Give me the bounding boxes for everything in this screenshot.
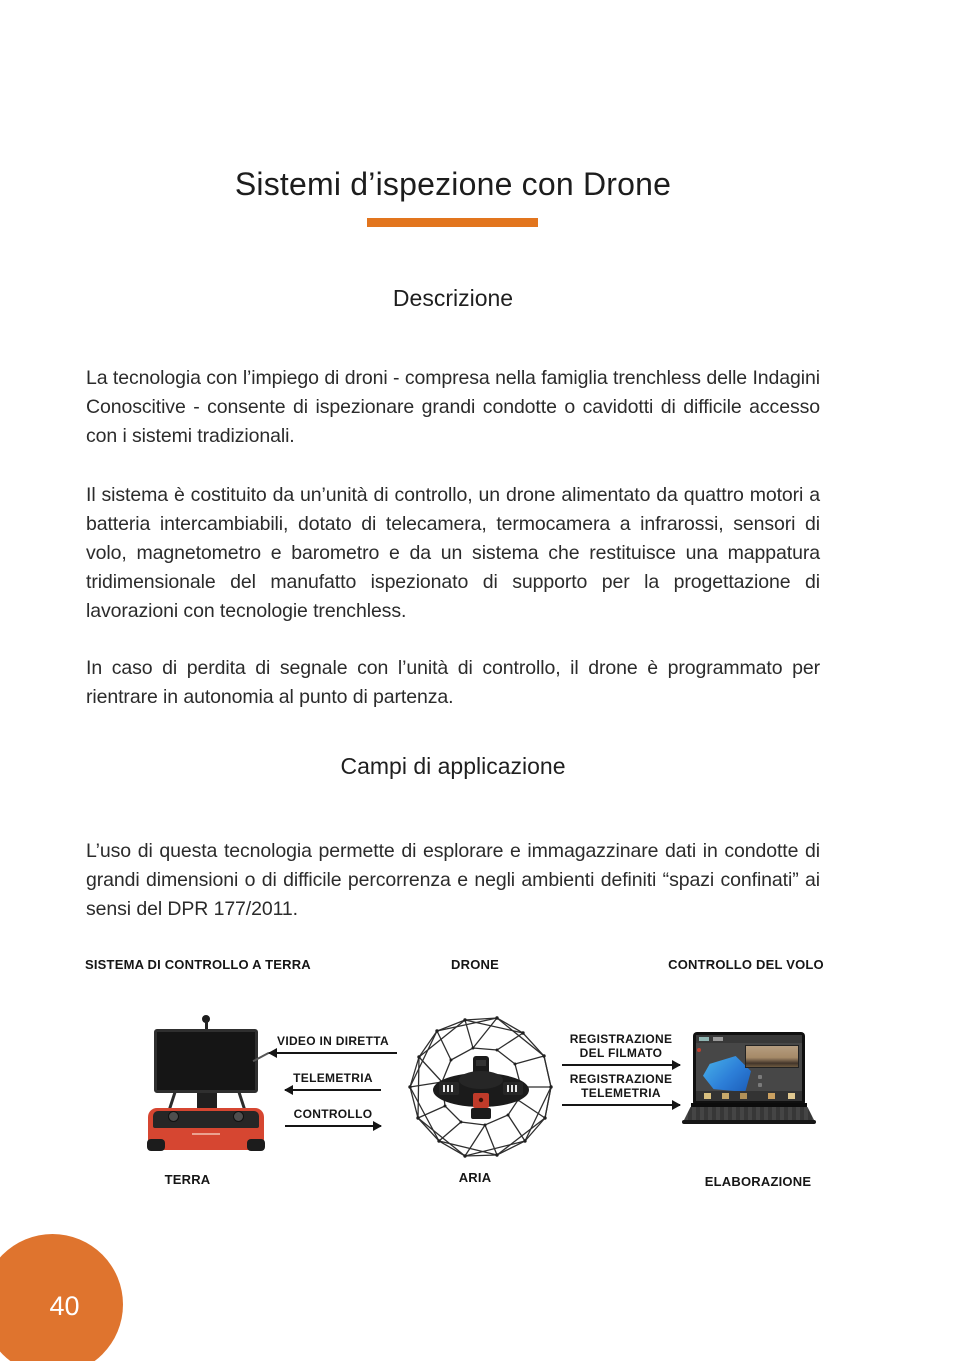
diagram-footer-terra: TERRA [164,1172,211,1187]
paragraph: Il sistema è costituito da un’unità di controllo, un drone alimentato da quattro motori a batteria intercambiabili, dotato di telecamera, termocamera a infrarossi, sensori di volo, magnetometro e barometro e da un sistema che restituisce una mappatura tridimensionale del manufatto ispezionato di supporto per la progettazione di lavorazioni con tecnologie trenchless. [86,483,820,622]
drone-to-laptop-arrows [560,1032,682,1106]
section-heading-descrizione: Descrizione [392,285,514,311]
diagram-header-drone: DRONE [451,957,499,972]
tablet-screen [154,1029,258,1093]
arrow-video-in-diretta: VIDEO IN DIRETTA [269,1034,397,1054]
page-number-badge [0,1234,123,1361]
page-number: 40 [49,1291,80,1321]
ground-control-station-image [148,1016,266,1150]
remote-controller [148,1108,264,1150]
thumbnail-strip [696,1091,802,1101]
paragraph: In caso di perdita di segnale con l’unità di controllo, il drone è programmato per rientrare in autonomia al punto di partenza. [86,656,820,708]
arrow-registrazione-telemetria: REGISTRAZIONE TELEMETRIA [562,1072,680,1106]
arrow-controllo: CONTROLLO [285,1107,381,1127]
3d-model-view [703,1056,751,1092]
laptop-keyboard [684,1107,814,1120]
caged-drone-image [405,1012,557,1162]
arrow-telemetria: TELEMETRIA [285,1071,381,1091]
drone-body [433,1056,529,1119]
diagram-header-ground-system: SISTEMA DI CONTROLLO A TERRA [85,957,311,972]
arrow-registrazione-filmato: REGISTRAZIONE DEL FILMATO [562,1032,680,1066]
joystick-left [168,1111,179,1122]
section-heading-campi: Campi di applicazione [340,753,566,779]
paragraph: L’uso di questa tecnologia permette di esplorare e immagazzinare dati in condotte di grandi dimensioni o di difficile percorrenza e negli ambienti definiti “spazi confinati” ai sensi del DPR 177/2011. [86,839,820,920]
diagram-header-flight-control: CONTROLLO DEL VOLO [668,957,824,972]
laptop-screen [693,1032,805,1104]
joystick-right [233,1111,244,1122]
video-preview-pane [745,1045,799,1068]
page-title: Sistemi d’ispezione con Drone [234,166,672,202]
paragraph: La tecnologia con l’impiego di droni - compresa nella famiglia trenchless delle Indagini Conoscitive - consente di ispezionare grandi condotte o cavidotti di difficile accesso con i sistemi tradizionali. [86,366,820,447]
arrow-right-icon [672,1060,681,1070]
arrow-left-icon [268,1048,277,1058]
ground-to-drone-arrows [268,1034,398,1127]
title-underline [367,218,538,227]
arrow-right-icon [373,1121,382,1131]
arrow-right-icon [672,1100,681,1110]
processing-laptop-image [684,1032,814,1130]
diagram-footer-elaborazione: ELABORAZIONE [704,1174,812,1189]
arrow-left-icon [284,1085,293,1095]
diagram-footer-aria: ARIA [458,1170,492,1185]
